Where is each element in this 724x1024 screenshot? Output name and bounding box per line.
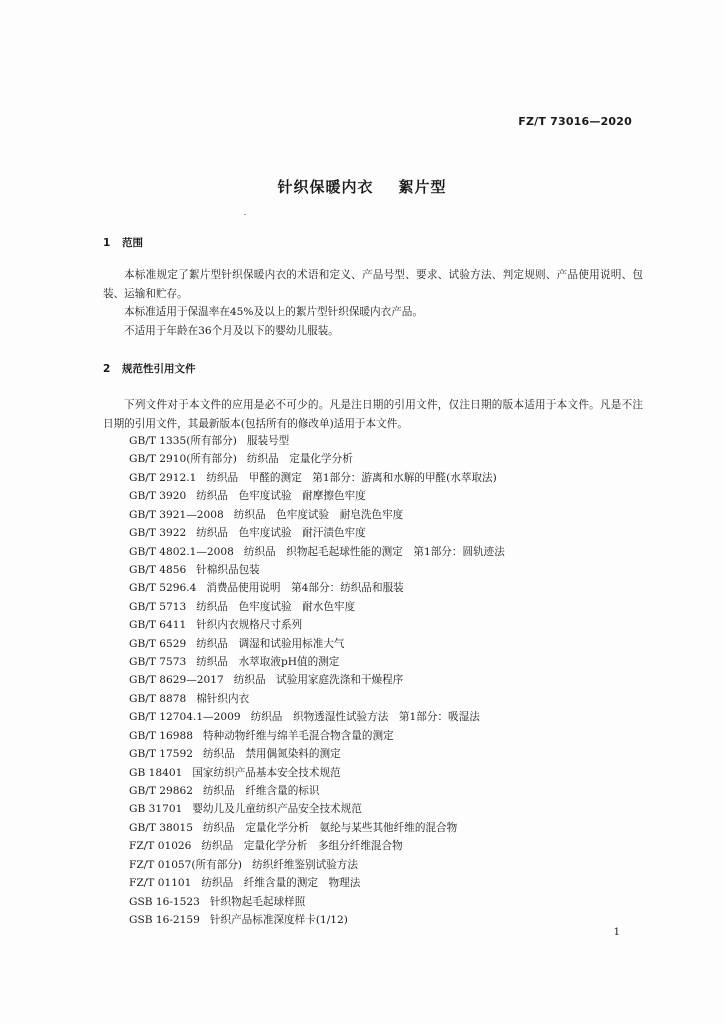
reference-code: GB/T 12704.1—2009 xyxy=(129,711,241,724)
reference-code: GSB 16-1523 xyxy=(129,895,200,908)
section-1-paragraph: 本标准适用于保温率在45%及以上的絮片型针织保暖内衣产品。 xyxy=(124,306,423,318)
reference-code: GB/T 3921—2008 xyxy=(129,508,224,521)
reference-item xyxy=(129,671,505,689)
reference-code: GB/T 5296.4 xyxy=(129,582,197,595)
reference-title: 纺织纤维鉴别试验方法 xyxy=(252,858,358,871)
reference-title: 纺织品 调湿和试验用标准大气 xyxy=(196,637,345,650)
reference-item xyxy=(129,579,505,597)
reference-item xyxy=(129,819,505,837)
reference-item xyxy=(129,450,505,468)
reference-code: GB/T 4856 xyxy=(129,563,187,576)
reference-item xyxy=(129,543,505,561)
reference-title: 特种动物纤维与绵羊毛混合物含量的测定 xyxy=(202,729,394,742)
reference-item xyxy=(129,911,505,929)
reference-code: GB/T 38015 xyxy=(129,821,193,834)
reference-item xyxy=(129,653,505,671)
reference-title: 纺织品 试验用家庭洗涤和干燥程序 xyxy=(233,674,404,687)
reference-code: GSB 16-2159 xyxy=(129,913,200,926)
reference-code: GB/T 6529 xyxy=(129,637,187,650)
section-1-paragraph: 本标准规定了絮片型针织保暖内衣的术语和定义、产品号型、要求、试验方法、判定规则、产品使用说明、包装、运输和贮存。 xyxy=(103,269,643,300)
reference-title: 纺织品 色牢度试验 耐皂洗色牢度 xyxy=(233,508,404,521)
reference-code: GB/T 16988 xyxy=(129,729,193,742)
section-1-heading xyxy=(103,235,143,250)
reference-code: GB 18401 xyxy=(129,766,183,779)
reference-item xyxy=(129,506,505,524)
reference-code: FZ/T 01101 xyxy=(129,877,192,890)
reference-code: GB/T 29862 xyxy=(129,785,193,798)
reference-code: GB/T 17592 xyxy=(129,748,193,761)
reference-item xyxy=(129,874,505,892)
reference-item xyxy=(129,727,505,745)
section-2-number: 2 xyxy=(103,363,111,375)
reference-code: GB/T 3920 xyxy=(129,490,187,503)
reference-item xyxy=(129,893,505,911)
reference-item xyxy=(129,708,505,726)
reference-item xyxy=(129,487,505,505)
reference-title: 纺织品 色牢度试验 耐摩擦色牢度 xyxy=(196,490,366,503)
reference-item xyxy=(129,800,505,818)
reference-title: 棉针织内衣 xyxy=(196,692,250,705)
page-number: 1 xyxy=(613,927,620,938)
reference-code: GB/T 6411 xyxy=(129,619,187,632)
reference-title: 纺织品 甲醛的测定 第1部分：游离和水解的甲醛(水萃取法) xyxy=(206,471,497,484)
reference-code: GB/T 4802.1—2008 xyxy=(129,545,234,558)
reference-item xyxy=(129,837,505,855)
reference-title: 服装号型 xyxy=(246,435,290,447)
reference-code: GB/T 8878 xyxy=(129,692,187,705)
reference-code: GB/T 2910(所有部分) xyxy=(129,453,237,466)
section-1-number: 1 xyxy=(103,237,111,249)
reference-code: FZ/T 01057(所有部分) xyxy=(129,858,243,871)
section-1-title: 范围 xyxy=(122,237,143,249)
document-title xyxy=(0,176,724,197)
reference-title: 针织产品标准深度样卡(1/12) xyxy=(209,913,348,926)
reference-item xyxy=(129,764,505,782)
reference-item xyxy=(129,598,505,616)
section-1-body xyxy=(103,266,643,340)
reference-title: 纺织品 纤维含量的测定 物理法 xyxy=(201,877,361,890)
reference-item xyxy=(129,635,505,653)
section-1-paragraph: 不适用于年龄在36个月及以下的婴幼儿服装。 xyxy=(124,324,339,337)
title-sub: 絮片型 xyxy=(398,178,447,196)
section-2-intro-text: 下列文件对于本文件的应用是必不可少的。凡是注日期的引用文件，仅注日期的版本适用于本文件。凡是不注日期的引用文件，其最新版本(包括所有的修改单)适用于本文件。 xyxy=(103,399,643,430)
reference-title: 纺织品 定量化学分析 氨纶与某些其他纤维的混合物 xyxy=(202,821,458,834)
reference-title: 纺织品 色牢度试验 耐汗渍色牢度 xyxy=(196,527,366,540)
reference-item xyxy=(129,432,505,450)
reference-code: GB/T 5713 xyxy=(129,600,187,613)
section-2-intro xyxy=(103,396,643,433)
reference-code: GB/T 2912.1 xyxy=(129,471,197,484)
section-2-title: 规范性引用文件 xyxy=(122,363,196,375)
reference-title: 纺织品 定量化学分析 xyxy=(246,453,353,466)
reference-title: 针织物起毛起球样照 xyxy=(209,895,306,908)
reference-title: 纺织品 定量化学分析 多组分纤维混合物 xyxy=(201,840,403,853)
reference-item xyxy=(129,469,505,487)
reference-title: 国家纺织产品基本安全技术规范 xyxy=(192,766,341,779)
reference-item xyxy=(129,856,505,874)
section-2-heading xyxy=(103,361,196,376)
reference-title: 婴幼儿及儿童纺织产品安全技术规范 xyxy=(192,803,362,816)
reference-item xyxy=(129,782,505,800)
reference-item xyxy=(129,561,505,579)
reference-title: 纺织品 禁用偶氮染料的测定 xyxy=(202,748,341,761)
reference-title: 纺织品 织物透湿性试验方法 第1部分：吸湿法 xyxy=(250,711,480,724)
reference-title: 消费品使用说明 第4部分：纺织品和服装 xyxy=(206,582,404,595)
reference-title: 纺织品 色牢度试验 耐水色牢度 xyxy=(196,600,356,613)
scan-mark xyxy=(244,214,246,215)
reference-code: FZ/T 01026 xyxy=(129,840,192,853)
reference-code: GB/T 3922 xyxy=(129,527,187,540)
reference-item xyxy=(129,616,505,634)
reference-title: 纺织品 织物起毛起球性能的测定 第1部分：圆轨迹法 xyxy=(243,545,505,558)
reference-item xyxy=(129,745,505,763)
reference-code: GB/T 1335(所有部分) xyxy=(129,435,237,447)
reference-code: GB/T 8629—2017 xyxy=(129,674,224,687)
reference-title: 针织内衣规格尺寸系列 xyxy=(196,619,303,632)
title-main: 针织保暖内衣 xyxy=(277,178,374,196)
reference-item xyxy=(129,524,505,542)
standard-number: FZ/T 73016—2020 xyxy=(518,115,632,128)
reference-list xyxy=(129,432,505,929)
reference-code: GB/T 7573 xyxy=(129,656,187,669)
reference-title: 纺织品 纤维含量的标识 xyxy=(202,785,320,798)
reference-title: 纺织品 水萃取液pH值的测定 xyxy=(196,656,340,669)
reference-title: 针棉织品包装 xyxy=(196,563,260,576)
reference-item xyxy=(129,690,505,708)
reference-code: GB 31701 xyxy=(129,803,183,816)
